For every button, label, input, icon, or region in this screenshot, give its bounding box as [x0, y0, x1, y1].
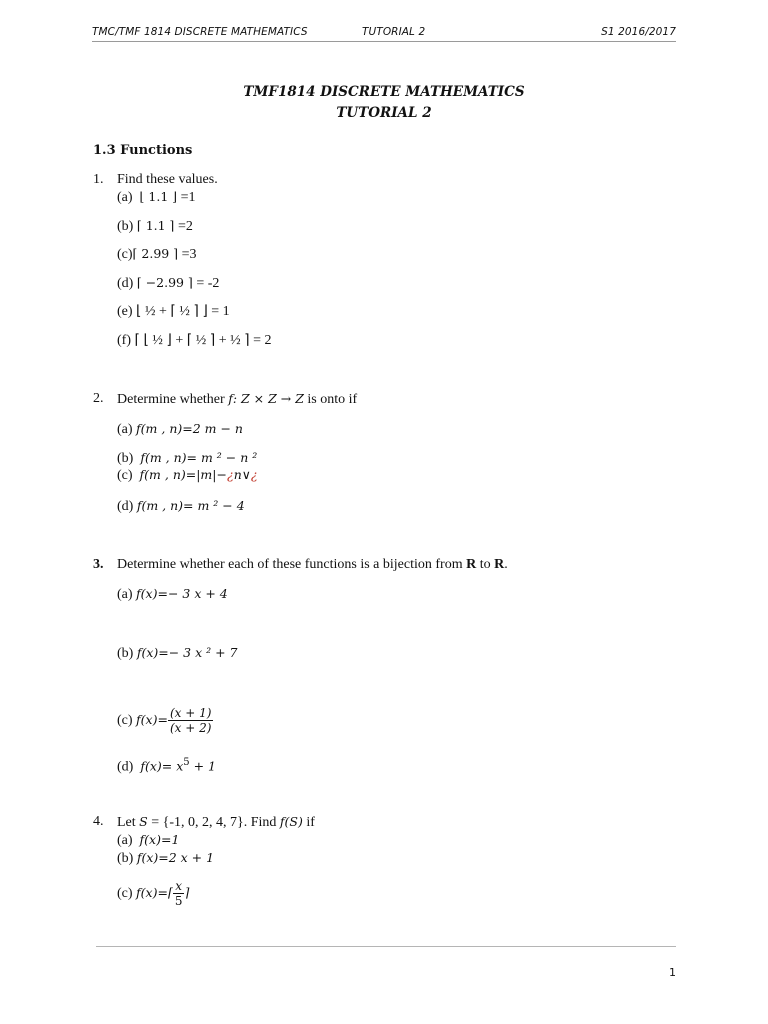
- q4-part-b: (b) f(x)=2 x + 1: [117, 850, 215, 866]
- q3-c-fraction: $\frac{(x + 1)}{(x + 2)}$: [169, 706, 212, 736]
- q3-number: 3.: [93, 557, 104, 572]
- q3-part-d: (d) $f(x)= x^5 + 1$: [117, 757, 217, 775]
- document-title: TMF1814 DISCRETE MATHEMATICS: [243, 84, 525, 100]
- q1-prompt: Find these values.: [117, 172, 218, 187]
- document-subtitle: TUTORIAL 2: [336, 105, 432, 121]
- header-semester: S1 2016/2017: [601, 26, 676, 38]
- q4-part-a: (a) f(x)=1: [117, 832, 180, 848]
- q2-number: 2.: [93, 391, 104, 406]
- q4-c-fraction: $\frac{x}{5}$: [174, 879, 183, 909]
- q4-prompt: Let S = {-1, 0, 2, 4, 7}. Find f(S) if: [117, 814, 315, 830]
- q1-part-b: (b) ⌈ 1.1 ⌉ =2: [117, 218, 193, 234]
- q1-part-f: (f) ⌈ ⌊ ½ ⌋ + ⌈ ½ ⌉ + ½ ⌉ = 2: [117, 333, 272, 348]
- q4-number: 4.: [93, 814, 104, 829]
- q1-number: 1.: [93, 172, 104, 187]
- page-number: 1: [669, 966, 676, 979]
- q3-part-c: (c) f(x)= $\frac{(x + 1)}{(x + 2)}$: [117, 706, 212, 736]
- q4-part-c: (c) f(x)=⌈ $\frac{x}{5}$ ⌉: [117, 879, 190, 909]
- q1-part-d: (d) ⌈ −2.99 ⌉ = -2: [117, 275, 220, 291]
- q2-part-c: (c) f(m , n)=|m|−¿n∨¿: [117, 467, 258, 483]
- q2-part-a: (a) f(m , n)=2 m − n: [117, 421, 243, 437]
- q3-part-b: (b) f(x)=− 3 x ² + 7: [117, 645, 238, 661]
- q2-prompt: Determine whether f: Z × Z → Z is onto if: [117, 391, 358, 407]
- q2-part-b: (b) f(m , n)= m ² − n ²: [117, 450, 258, 466]
- q1-part-a: (a) ⌊ 1.1 ⌋ =1: [117, 189, 196, 205]
- q3-prompt: Determine whether each of these functions is a bijection from R to R.: [117, 557, 508, 572]
- footer-divider: [96, 946, 676, 947]
- running-header: [92, 26, 676, 42]
- q1-part-c: (c)⌈ 2.99 ⌉ =3: [117, 246, 197, 262]
- q1-part-e: (e) ⌊ ½ + ⌈ ½ ⌉ ⌋ = 1: [117, 304, 230, 319]
- header-divider: [92, 41, 676, 42]
- q2-part-d: (d) f(m , n)= m ² − 4: [117, 498, 245, 514]
- section-heading: 1.3 Functions: [93, 143, 193, 158]
- header-tutorial: TUTORIAL 2: [362, 26, 426, 38]
- header-course: TMC/TMF 1814 DISCRETE MATHEMATICS: [92, 26, 308, 38]
- q3-part-a: (a) f(x)=− 3 x + 4: [117, 586, 228, 602]
